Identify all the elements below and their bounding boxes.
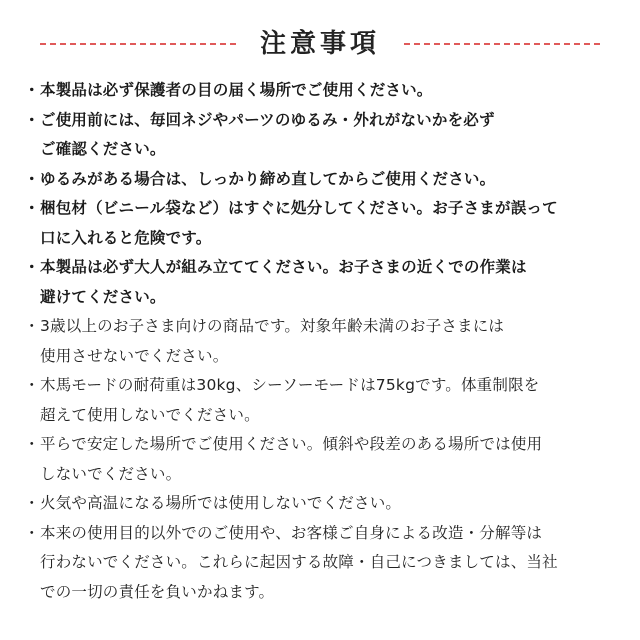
bullet-marker: ・: [24, 258, 40, 276]
caution-list: [24, 76, 624, 607]
bullet-marker: ・: [24, 376, 40, 394]
caution-text-line: 本来の使用目的以外でのご使用や、お客様ご自身による改造・分解等は: [40, 523, 543, 542]
caution-text-line: 平らで安定した場所でご使用ください。傾斜や段差のある場所では使用: [40, 435, 543, 453]
caution-text-line: 3歳以上のお子さま向けの商品です。対象年齢未満のお子さまには: [40, 317, 505, 335]
caution-text-line: 口に入れると危険です。: [40, 228, 212, 247]
caution-text-line: 避けてください。: [40, 287, 166, 306]
right-dashed-divider: [404, 43, 600, 45]
caution-text-line: 超えて使用しないでください。: [40, 405, 260, 424]
bullet-marker: ・: [24, 199, 40, 217]
caution-item: [24, 76, 624, 106]
caution-text-line: 本製品は必ず大人が組み立ててください。お子さまの近くでの作業は: [40, 258, 527, 276]
caution-text-line: ご確認ください。: [40, 140, 166, 158]
caution-text-line: ゆるみがある場合は、しっかり締め直してからご使用ください。: [40, 169, 496, 188]
caution-item: [24, 165, 624, 195]
caution-item: [24, 194, 624, 253]
caution-item: [24, 253, 624, 312]
caution-text-line: 木馬モードの耐荷重は30kg、シーソーモードは75kgです。体重制限を: [40, 376, 540, 394]
caution-item: [24, 489, 624, 519]
caution-item: [24, 519, 624, 608]
caution-item: [24, 430, 624, 489]
bullet-marker: ・: [24, 169, 40, 188]
bullet-marker: ・: [24, 435, 40, 453]
notice-header: [0, 24, 640, 64]
page-title: 注意事項: [259, 29, 380, 59]
caution-item: [24, 371, 624, 430]
caution-text-line: 火気や高温になる場所では使用しないでください。: [40, 494, 402, 512]
caution-text-line: しないでください。: [40, 464, 182, 483]
bullet-marker: ・: [24, 81, 40, 99]
caution-item: [24, 106, 624, 165]
caution-text-line: 梱包材（ビニール袋など）はすぐに処分してください。お子さまが誤って: [40, 199, 558, 217]
caution-item: [24, 312, 624, 371]
caution-text-line: での一切の責任を負いかねます。: [40, 582, 275, 601]
bullet-marker: ・: [24, 523, 40, 542]
caution-text-line: 本製品は必ず保護者の目の届く場所でご使用ください。: [40, 81, 433, 99]
bullet-marker: ・: [24, 317, 40, 335]
caution-text-line: 行わないでください。これらに起因する故障・自己につきましては、当社: [40, 553, 558, 571]
bullet-marker: ・: [24, 494, 40, 512]
caution-text-line: ご使用前には、毎回ネジやパーツのゆるみ・外れがないかを必ず: [40, 110, 495, 129]
caution-text-line: 使用させないでください。: [40, 346, 229, 365]
left-dashed-divider: [40, 43, 236, 45]
bullet-marker: ・: [24, 110, 40, 129]
